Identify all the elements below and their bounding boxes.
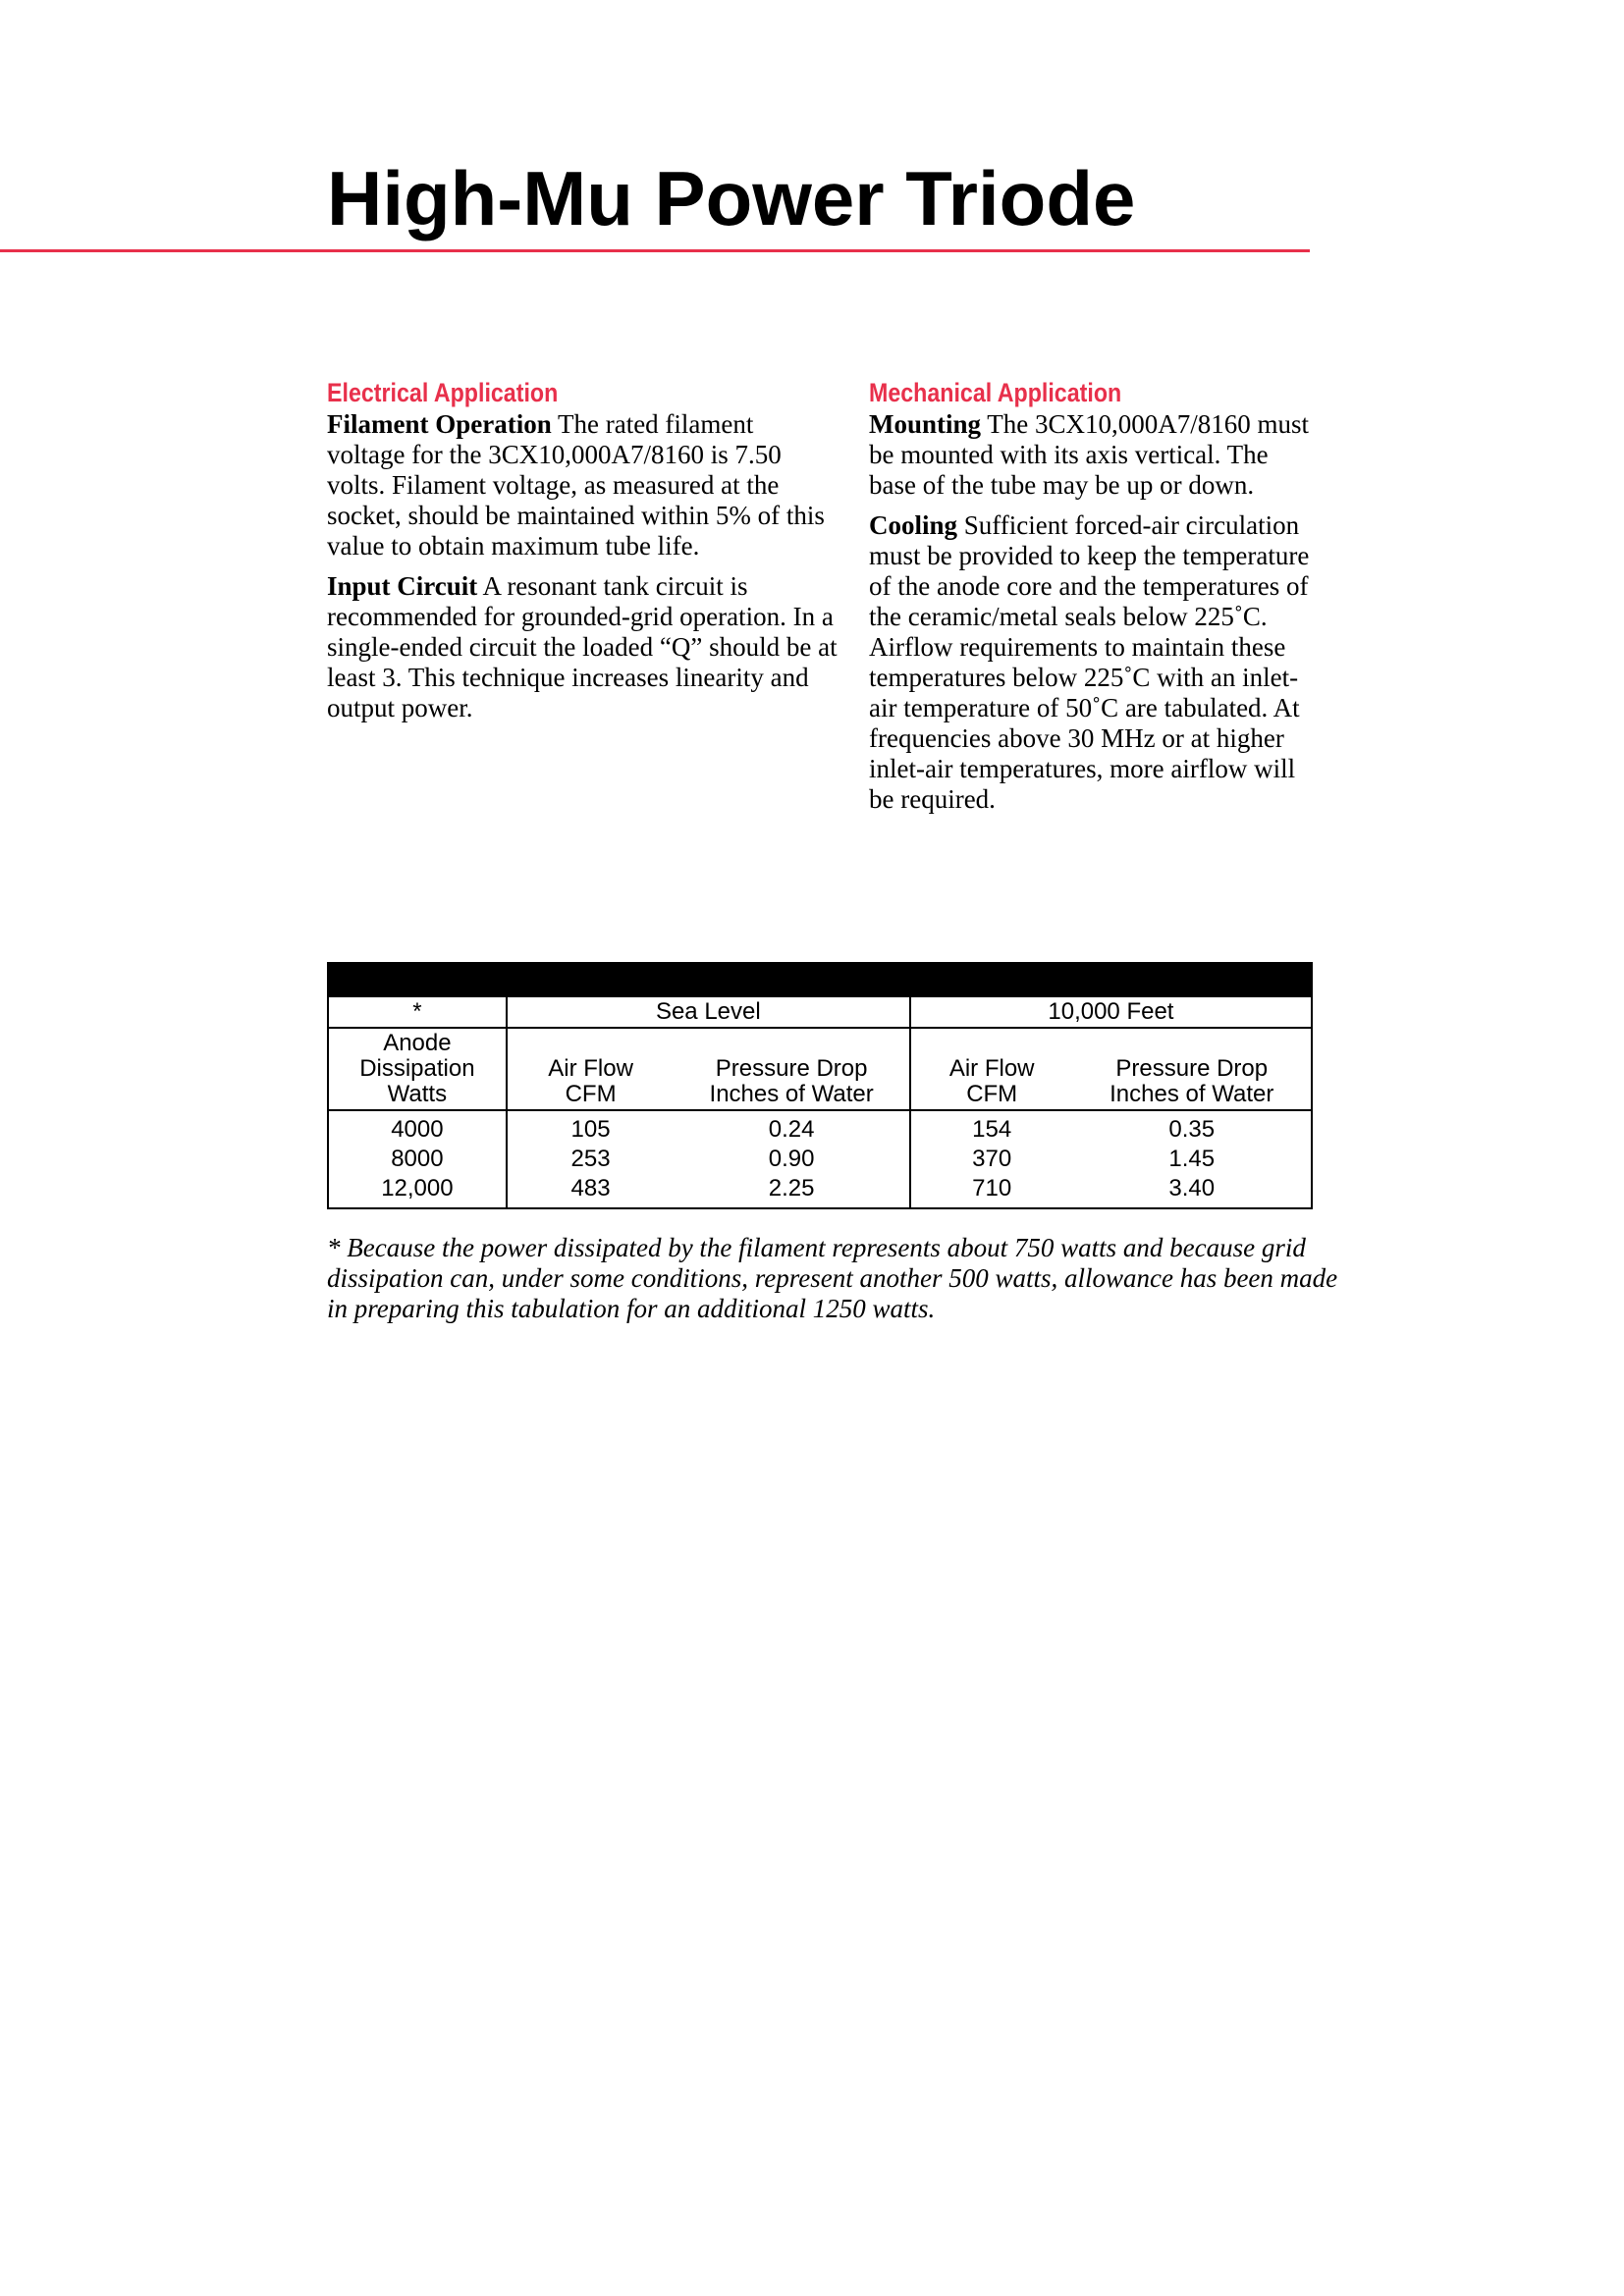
table-row [328, 1174, 1312, 1208]
table-column-header-row [328, 1028, 1312, 1110]
sea-airflow-cell: 253 [570, 1146, 611, 1172]
alt-airflow-cell: 710 [972, 1175, 1012, 1201]
alt-pressure-cell: 3.40 [1168, 1175, 1216, 1201]
filament-operation-label: Filament Operation [327, 409, 552, 439]
electrical-heading: Electrical Application [327, 378, 559, 407]
alt-airflow-header [910, 1028, 1073, 1110]
anode-watts-cell: 8000 [328, 1145, 507, 1174]
table-banner [327, 962, 1313, 997]
sea-pressure-cell: 0.90 [674, 1145, 910, 1174]
title-rule [0, 249, 1310, 252]
mechanical-heading: Mechanical Application [869, 378, 1122, 407]
anode-header-line: Watts [387, 1081, 448, 1107]
filament-operation-paragraph [327, 409, 838, 561]
sea-airflow-header [507, 1028, 675, 1110]
sea-pressure-cell: 2.25 [674, 1174, 910, 1208]
input-circuit-text: A resonant tank circuit is recommended for grounded-grid operation. In a single-ended circuit the loaded “Q” should be at least 3. This technique increases linearity and output power. [327, 571, 838, 722]
sea-pressure-cell: 0.24 [674, 1110, 910, 1145]
sea-pressure-header [674, 1028, 910, 1110]
footnote: * Because the power dissipated by the filament represents about 750 watts and because grid dissipation can, under some conditions, represent another 500 watts, allowance has been made in preparing this tabulation for an additional 1250 watts. [327, 1233, 1338, 1323]
mounting-paragraph [869, 409, 1316, 501]
anode-watts-cell: 4000 [328, 1110, 507, 1145]
anode-watts-cell: 12,000 [328, 1174, 507, 1208]
anode-header-line: Dissipation [359, 1055, 475, 1082]
anode-header-line: Anode [383, 1030, 452, 1056]
airflow-header-line: CFM [966, 1081, 1018, 1107]
pressure-header-line: Pressure Drop [715, 1055, 868, 1082]
mechanical-application-column [869, 376, 1316, 825]
table-group-header-row [328, 997, 1312, 1028]
sea-airflow-cell: 483 [570, 1175, 611, 1201]
electrical-application-column [327, 376, 838, 733]
input-circuit-label: Input Circuit [327, 571, 478, 601]
airflow-header-line: CFM [565, 1081, 617, 1107]
cooling-text: Sufficient forced-air circulation must be provided to keep the temperature of the anode core and the temperatures of the ceramic/metal seals below 225˚C. Airflow requirements to maintain these temperatures below 225˚C with an inlet-air temperature of 50˚C are tabulated. At frequencies above 30 MHz or at higher inlet-air temperatures, more airflow will be required. [869, 510, 1310, 814]
mounting-text: The 3CX10,000A7/8160 must be mounted with its axis vertical. The base of the tube may be up or down. [869, 409, 1310, 500]
airflow-header-line: Air Flow [548, 1055, 633, 1082]
alt-airflow-cell: 154 [972, 1116, 1012, 1143]
anode-dissipation-header [328, 1028, 507, 1110]
mounting-label: Mounting [869, 409, 982, 439]
table-marker: * [328, 997, 507, 1028]
alt-pressure-header [1072, 1028, 1312, 1110]
pressure-header-line: Pressure Drop [1115, 1055, 1269, 1082]
page-title: High-Mu Power Triode [327, 155, 1136, 241]
alt-pressure-cell: 1.45 [1168, 1146, 1216, 1172]
input-circuit-paragraph [327, 571, 838, 723]
alt-pressure-cell: 0.35 [1168, 1116, 1216, 1143]
airflow-header-line: Air Flow [948, 1055, 1035, 1082]
alt-airflow-cell: 370 [972, 1146, 1012, 1172]
pressure-header-line: Inches of Water [1110, 1081, 1274, 1107]
sea-level-header: Sea Level [507, 997, 910, 1028]
cooling-label: Cooling [869, 510, 958, 540]
airflow-table [327, 997, 1313, 1209]
filament-operation-text: The rated filament voltage for the 3CX10,000A7/8160 is 7.50 volts. Filament voltage, as measured at the socket, should be maintained within 5% of this value to obtain maximum tube life. [327, 409, 825, 561]
table-row [328, 1145, 1312, 1174]
cooling-paragraph [869, 510, 1316, 815]
table-row [328, 1110, 1312, 1145]
altitude-header: 10,000 Feet [910, 997, 1312, 1028]
pressure-header-line: Inches of Water [709, 1081, 874, 1107]
airflow-table-block [327, 962, 1313, 1209]
sea-airflow-cell: 105 [570, 1116, 611, 1143]
